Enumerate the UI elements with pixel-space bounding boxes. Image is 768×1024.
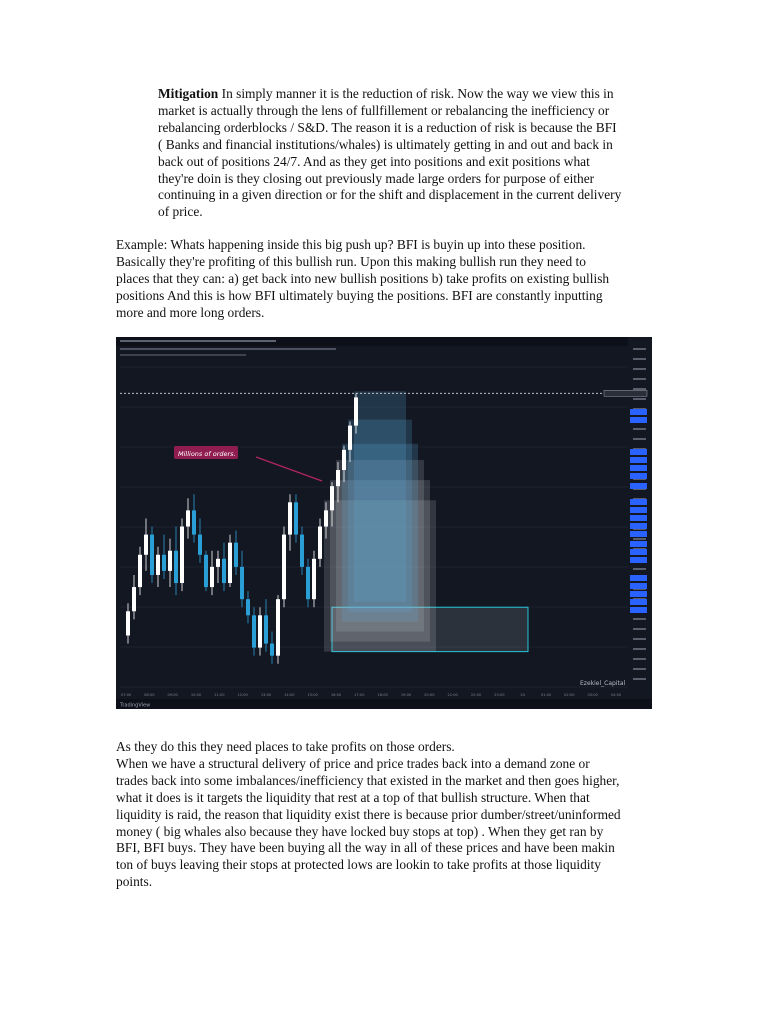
price-tag [630, 557, 647, 563]
time-tick-label: 10:00 [190, 693, 202, 697]
candle-body [192, 510, 196, 534]
candle-body [144, 535, 148, 555]
closing-line-9: points. [116, 874, 153, 890]
time-axis [121, 693, 622, 697]
example-line-2: Basically they're profiting of this bullish run. Upon this making bullish run they need to [116, 253, 586, 269]
time-tick-label: 12:00 [237, 693, 248, 697]
price-tag [630, 473, 647, 479]
price-tag [630, 541, 647, 547]
closing-line-5: liquidity is raid, the reason that liquidity exist there is because prior dumber/street/uninformed [116, 806, 621, 822]
price-tag [630, 531, 647, 537]
annotation-label: Millions of orders. [178, 450, 236, 458]
price-tag [630, 591, 647, 597]
candle-body [162, 555, 166, 571]
candle-body [264, 615, 268, 643]
candle-body [156, 555, 160, 575]
price-tag [630, 523, 647, 529]
candle-body [198, 535, 202, 555]
time-tick-label: 02:00 [564, 693, 575, 697]
time-tick-label: 04:00 [610, 693, 622, 697]
price-tag [630, 457, 647, 463]
example-line-3: places that they can: a) get back into new bullish positions b) take profits on existing bullish [116, 270, 610, 286]
time-tick-label: 11:00 [214, 693, 225, 697]
price-tag [630, 583, 647, 589]
price-tag [630, 499, 647, 505]
price-axis [604, 337, 652, 699]
candle-body [246, 599, 250, 615]
candle-body [210, 567, 214, 587]
candle-body [168, 551, 172, 571]
mitigation-line-7: continuing in a given direction or for the shift and displacement in the current delivery [158, 187, 622, 203]
price-tag [630, 607, 647, 613]
mitigation-line-5: back out of positions 24/7. And as they get into positions and exit positions what [158, 153, 590, 169]
candle-body [204, 555, 208, 587]
time-tick-label: 17:00 [354, 693, 365, 697]
candlestick-series [126, 393, 358, 663]
example-line-1: Example: Whats happening inside this big push up? BFI is buyin up into these position. [116, 237, 586, 252]
mitigation-line-2: market is actually through the lens of fullfillement or rebalancing the inefficiency or [158, 102, 610, 118]
example-line-4: positions And this is how BFI ultimately buying the positions. BFI are constantly inputting [116, 287, 603, 303]
price-tag [630, 507, 647, 513]
time-tick-label: 15:00 [307, 693, 318, 697]
example-line-5: more and more long orders. [116, 304, 265, 320]
closing-line-8: ton of buys leaving their stops at protected lows are lookin to take profits at those liquidity [116, 857, 601, 873]
candle-body [336, 470, 340, 486]
example-paragraph [116, 237, 656, 322]
candle-body [252, 615, 256, 647]
candle-body [216, 559, 220, 567]
candle-body [318, 527, 322, 559]
candle-body [234, 543, 238, 567]
time-tick-label: 22:00 [470, 693, 482, 697]
candle-body [342, 450, 346, 470]
candle-body [324, 510, 328, 526]
time-tick-label: 03:00 [587, 693, 598, 697]
time-tick-label: 24 [520, 693, 525, 697]
candle-body [258, 615, 262, 647]
order-block-box [354, 391, 406, 601]
candle-body [222, 559, 226, 583]
candle-body [288, 502, 292, 534]
millions-of-orders-annotation [174, 446, 322, 481]
candle-body [240, 567, 244, 599]
price-tag [630, 465, 647, 471]
price-tag [630, 575, 647, 581]
price-tag [630, 549, 647, 555]
candle-body [150, 535, 154, 575]
candle-body [306, 567, 310, 599]
closing-line-2: When we have a structural delivery of price and price trades back into a demand zone or [116, 755, 590, 771]
candle-body [132, 587, 136, 611]
candle-body [312, 559, 316, 599]
time-tick-label: 01:00 [540, 693, 552, 697]
mitigation-term: Mitigation [158, 86, 219, 101]
time-tick-label: 23:00 [494, 693, 505, 697]
price-tag [630, 515, 647, 521]
candle-body [180, 527, 184, 584]
tradingview-brand: TradingView [120, 702, 151, 709]
time-tick-label: 19:00 [400, 693, 412, 697]
mitigation-line-6: they're doin is they closing out previously made large orders for purpose of either [158, 170, 595, 186]
time-tick-label: 20:00 [424, 693, 435, 697]
closing-line-4: what it does is it targets the liquidity that rest at a top of that bullish structure. When that [116, 789, 590, 805]
mitigation-line-4: ( Banks and financial institutions/whales) is ultimately getting in and out and back in [158, 136, 613, 152]
candle-body [354, 397, 358, 425]
candle-body [300, 535, 304, 567]
candle-body [228, 543, 232, 583]
mitigation-line-1-text: In simply manner it is the reduction of risk. Now the way we view this in [218, 86, 614, 101]
closing-line-6: money ( big whales also because they have locked buy stops at top) . When they get ran by [116, 823, 604, 839]
price-tag [630, 483, 647, 489]
closing-paragraph [116, 739, 656, 891]
closing-line-3: trades back into some imbalances/inefficiency that existed in the market and then goes higher, [116, 772, 620, 788]
candle-body [174, 551, 178, 583]
candle-body [276, 599, 280, 656]
price-chart-image [116, 337, 652, 709]
candle-body [348, 426, 352, 450]
candle-body [294, 502, 298, 534]
time-tick-label: 21:00 [447, 693, 458, 697]
annotation-arrow [256, 457, 322, 481]
order-block-zones [120, 391, 628, 651]
time-tick-label: 08:00 [144, 693, 155, 697]
closing-line-7: BFI, BFI buys. They have been buying all the way in all of these prices and have been makin [116, 840, 615, 856]
time-tick-label: 16:00 [330, 693, 342, 697]
candle-body [186, 510, 190, 526]
candle-body [126, 611, 130, 635]
chart-footer-bar [116, 699, 652, 709]
candle-body [282, 535, 286, 600]
time-tick-label: 13:00 [260, 693, 272, 697]
mitigation-line-3: rebalancing orderblocks / S&D. The reason it is a reduction of risk is because the BFI [158, 119, 617, 135]
author-watermark: Ezekiel_Capital [580, 680, 626, 687]
price-tag [630, 599, 647, 605]
time-tick-label: 07:00 [120, 693, 132, 697]
mitigation-line-8: of price. [158, 204, 203, 220]
time-tick-label: 09:00 [167, 693, 178, 697]
price-tag [630, 409, 647, 415]
current-price-tag [604, 390, 647, 396]
closing-line-1: As they do this they need places to take profits on those orders. [116, 739, 455, 754]
price-tag [630, 449, 647, 455]
time-tick-label: 18:00 [377, 693, 388, 697]
mitigation-paragraph [158, 86, 658, 221]
candle-body [330, 486, 334, 510]
time-tick-label: 14:00 [284, 693, 295, 697]
price-tag [630, 417, 647, 423]
candle-body [270, 644, 274, 656]
candle-body [138, 555, 142, 587]
chart-canvas [116, 337, 652, 709]
mitigation-line-1 [158, 86, 658, 103]
